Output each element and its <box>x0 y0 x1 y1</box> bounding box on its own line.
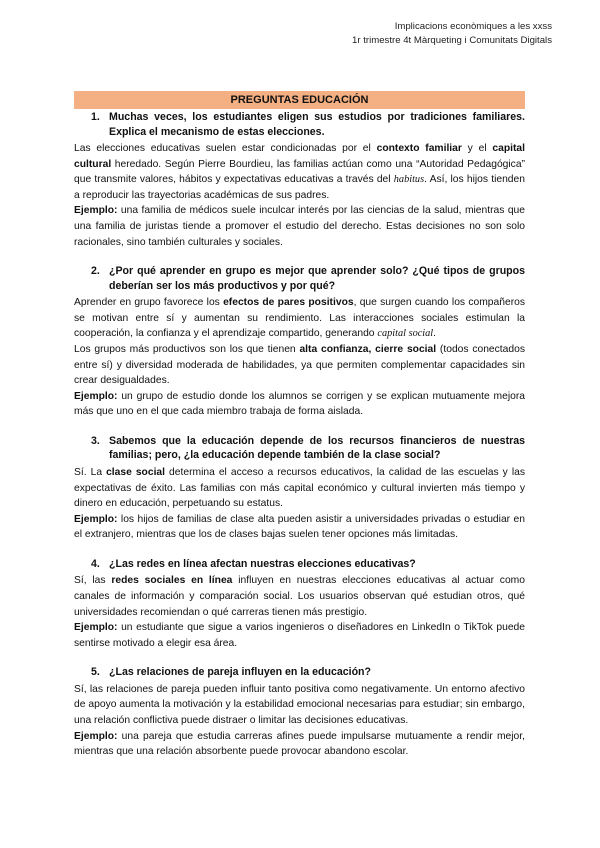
answer-paragraph: Los grupos más productivos son los que tienen alta confianza, cierre social (todos conectados entre sí) y diversidad moderada de habilidades, ya que permiten complementar capacidades sin crear desigualdades. <box>74 343 525 387</box>
question-heading <box>74 434 525 463</box>
question-block <box>74 264 525 420</box>
header-course: Implicacions econòmiques a les xxss <box>394 21 552 32</box>
example-paragraph: Ejemplo: una familia de médicos suele inculcar interés por las ciencias de la salud, mientras que una familia de juristas tiende a promover el estudio del derecho. Estas decisiones no son solo racionales, sino también culturales y sociales. <box>74 205 525 248</box>
question-block <box>74 110 525 250</box>
question-number: 1. <box>91 111 100 123</box>
header-term: 1r trimestre 4t Màrqueting i Comunitats Digitals <box>352 35 552 46</box>
questions-list <box>74 110 525 760</box>
question-title: Muchas veces, los estudiantes eligen sus estudios por tradiciones familiares. Explica el mecanismo de estas elecciones. <box>109 111 525 138</box>
question-block <box>74 665 525 759</box>
answer-paragraph: Aprender en grupo favorece los efectos de pares positivos, que surgen cuando los compañeros se motivan entre sí y aumentan su rendimiento. Las interacciones sociales estimulan la cooperación, la confianza y el aprendizaje compartido, generando capital social. <box>74 297 525 340</box>
answer-paragraph: Sí, las redes sociales en línea influyen en nuestras elecciones educativas al actuar como canales de información y comparación social. Los usuarios observan qué estudian otros, qué universidades recomiendan o qué carreras tienen más prestigio. <box>74 575 525 618</box>
page-header <box>352 20 552 48</box>
question-number: 4. <box>91 557 100 570</box>
question-title: ¿Por qué aprender en grupo es mejor que aprender solo? ¿Qué tipos de grupos deberían ser los más productivos y por qué? <box>109 265 525 292</box>
section-title: PREGUNTAS EDUCACIÓN <box>74 91 525 109</box>
question-heading <box>74 557 525 572</box>
question-heading <box>74 110 525 139</box>
example-paragraph: Ejemplo: un estudiante que sigue a varios ingenieros o diseñadores en LinkedIn o TikTok puede sentirse motivado a elegir esa área. <box>74 622 525 649</box>
example-paragraph: Ejemplo: una pareja que estudia carreras afines puede impulsarse mutuamente a rendir mejor, mientras que una relación absorbente puede provocar abandono escolar. <box>74 730 525 758</box>
question-number: 5. <box>91 666 100 679</box>
example-paragraph: Ejemplo: los hijos de familias de clase alta pueden asistir a universidades privadas o estudiar en el extranjero, mientras que los de clases bajas suelen tener opciones más limitadas. <box>74 513 525 541</box>
question-number: 3. <box>91 434 100 447</box>
question-block <box>74 434 525 543</box>
question-title: ¿Las relaciones de pareja influyen en la educación? <box>109 666 371 679</box>
question-title: ¿Las redes en línea afectan nuestras elecciones educativas? <box>109 557 416 570</box>
question-block <box>74 557 525 651</box>
answer-paragraph: Sí, las relaciones de pareja pueden influir tanto positiva como negativamente. Un entorno afectivo de apoyo aumenta la motivación y la estabilidad emocional necesarias para estudiar; sin embargo, una relación conflictiva puede distraer o limitar las decisiones educativas. <box>74 683 525 727</box>
example-paragraph: Ejemplo: un grupo de estudio donde los alumnos se corrigen y se explican mutuamente mejora más que uno en el que cada miembro trabaja de forma aislada. <box>74 390 525 418</box>
question-heading <box>74 264 525 293</box>
question-heading <box>74 665 525 680</box>
question-number: 2. <box>91 265 100 278</box>
question-title: Sabemos que la educación depende de los recursos financieros de nuestras familias; pero, ¿la educación depende también de la clase social? <box>109 434 525 462</box>
answer-paragraph: Las elecciones educativas suelen estar condicionadas por el contexto familiar y el capital cultural heredado. Según Pierre Bourdieu, las familias actúan como una “Autoridad Pedagógica” que transmite valores, hábitos y expectativas educativas a través del habitus. Así, los hijos tienden a reproducir las trayectorias académicas de sus padres. <box>74 143 525 201</box>
answer-paragraph: Sí. La clase social determina el acceso a recursos educativos, la calidad de las escuelas y las expectativas de éxito. Las familias con más capital económico y cultural invierten más tiempo y dinero en educación, perpetuando su estatus. <box>74 466 525 510</box>
